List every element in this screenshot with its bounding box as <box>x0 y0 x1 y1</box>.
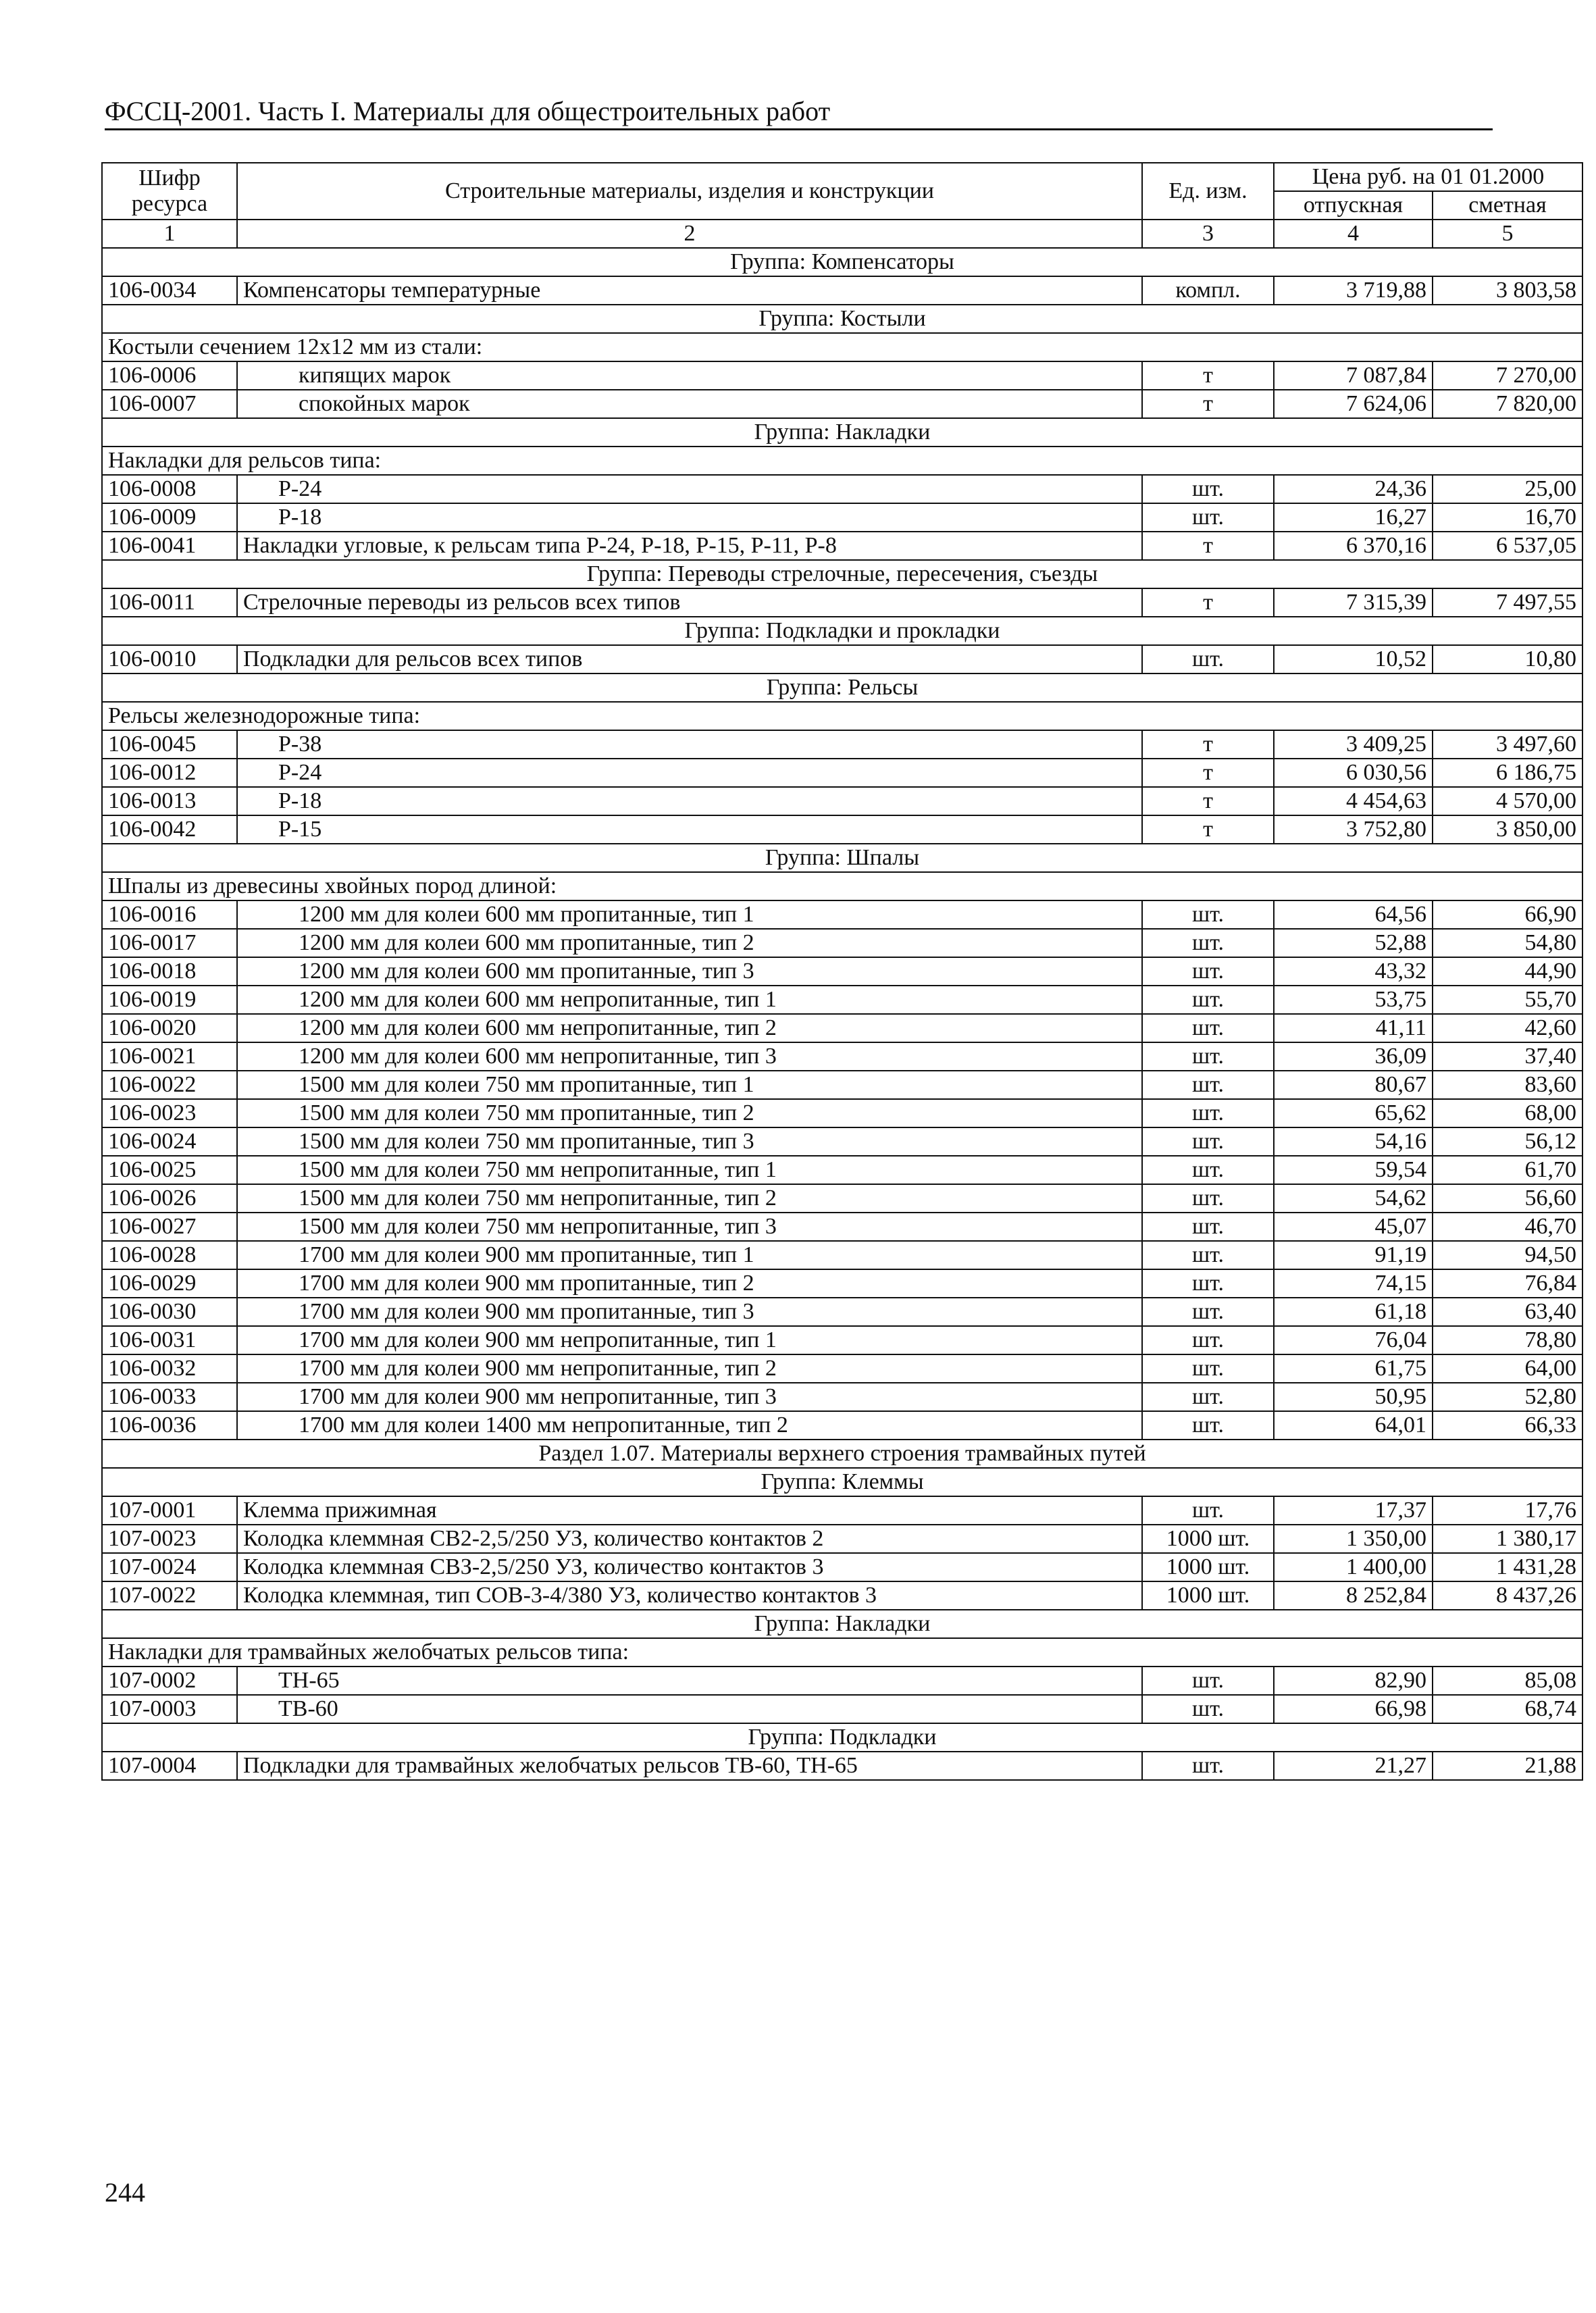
table-row <box>102 730 1582 759</box>
resource-code: 106-0028 <box>102 1241 237 1269</box>
material-name: Р-24 <box>237 475 1142 503</box>
estimate-price: 61,70 <box>1433 1156 1582 1184</box>
unit-of-measure: шт. <box>1142 1184 1274 1213</box>
material-name: 1700 мм для колеи 900 мм непропитанные, тип 1 <box>237 1326 1142 1354</box>
estimate-price: 6 537,05 <box>1433 532 1582 560</box>
unit-of-measure: шт. <box>1142 1269 1274 1298</box>
column-number: 4 <box>1274 220 1433 248</box>
subheading-text: Костыли сечением 12х12 мм из стали: <box>102 333 1582 361</box>
material-name: 1500 мм для колеи 750 мм непропитанные, тип 1 <box>237 1156 1142 1184</box>
estimate-price: 6 186,75 <box>1433 759 1582 787</box>
release-price: 21,27 <box>1274 1752 1433 1780</box>
group-row <box>102 1610 1582 1638</box>
resource-code: 106-0021 <box>102 1042 237 1071</box>
material-name: 1700 мм для колеи 900 мм непропитанные, тип 3 <box>237 1383 1142 1411</box>
resource-code: 106-0012 <box>102 759 237 787</box>
group-row <box>102 1723 1582 1752</box>
table-row <box>102 787 1582 815</box>
resource-code: 106-0009 <box>102 503 237 532</box>
unit-of-measure: т <box>1142 759 1274 787</box>
release-price: 8 252,84 <box>1274 1581 1433 1610</box>
release-price: 7 087,84 <box>1274 361 1433 390</box>
unit-of-measure: шт. <box>1142 1099 1274 1127</box>
estimate-price: 8 437,26 <box>1433 1581 1582 1610</box>
unit-of-measure: т <box>1142 588 1274 617</box>
unit-of-measure: шт. <box>1142 1213 1274 1241</box>
column-number: 1 <box>102 220 237 248</box>
resource-code: 107-0001 <box>102 1496 237 1525</box>
estimate-price: 64,00 <box>1433 1354 1582 1383</box>
release-price: 80,67 <box>1274 1071 1433 1099</box>
estimate-price: 1 431,28 <box>1433 1553 1582 1581</box>
resource-code: 106-0031 <box>102 1326 237 1354</box>
material-name: Колодка клеммная, тип СОВ-3-4/380 УЗ, количество контактов 3 <box>237 1581 1142 1610</box>
release-price: 59,54 <box>1274 1156 1433 1184</box>
release-price: 4 454,63 <box>1274 787 1433 815</box>
resource-code: 106-0018 <box>102 957 237 986</box>
material-name: кипящих марок <box>237 361 1142 390</box>
table-row <box>102 475 1582 503</box>
table-row <box>102 1298 1582 1326</box>
table-row <box>102 1184 1582 1213</box>
group-title: Группа: Костыли <box>102 305 1582 333</box>
estimate-price: 52,80 <box>1433 1383 1582 1411</box>
price-table <box>101 162 1583 1781</box>
estimate-price: 76,84 <box>1433 1269 1582 1298</box>
resource-code: 106-0032 <box>102 1354 237 1383</box>
estimate-price: 78,80 <box>1433 1326 1582 1354</box>
header-unit: Ед. изм. <box>1142 163 1274 220</box>
column-number: 5 <box>1433 220 1582 248</box>
unit-of-measure: шт. <box>1142 1127 1274 1156</box>
resource-code: 107-0023 <box>102 1525 237 1553</box>
unit-of-measure: шт. <box>1142 1326 1274 1354</box>
estimate-price: 66,33 <box>1433 1411 1582 1440</box>
estimate-price: 63,40 <box>1433 1298 1582 1326</box>
table-row <box>102 1213 1582 1241</box>
subheading-text: Рельсы железнодорожные типа: <box>102 702 1582 730</box>
column-number: 3 <box>1142 220 1274 248</box>
unit-of-measure: т <box>1142 730 1274 759</box>
unit-of-measure: т <box>1142 532 1274 560</box>
release-price: 24,36 <box>1274 475 1433 503</box>
material-name: Колодка клеммная СВЗ-2,5/250 УЗ, количество контактов 3 <box>237 1553 1142 1581</box>
estimate-price: 3 850,00 <box>1433 815 1582 844</box>
table-row <box>102 1014 1582 1042</box>
unit-of-measure: шт. <box>1142 900 1274 929</box>
release-price: 61,75 <box>1274 1354 1433 1383</box>
unit-of-measure: т <box>1142 815 1274 844</box>
resource-code: 106-0029 <box>102 1269 237 1298</box>
estimate-price: 83,60 <box>1433 1071 1582 1099</box>
estimate-price: 94,50 <box>1433 1241 1582 1269</box>
unit-of-measure: шт. <box>1142 1354 1274 1383</box>
estimate-price: 68,00 <box>1433 1099 1582 1127</box>
unit-of-measure: шт. <box>1142 929 1274 957</box>
group-row <box>102 418 1582 447</box>
resource-code: 106-0008 <box>102 475 237 503</box>
material-name: 1500 мм для колеи 750 мм непропитанные, тип 2 <box>237 1184 1142 1213</box>
material-name: Клемма прижимная <box>237 1496 1142 1525</box>
estimate-price: 37,40 <box>1433 1042 1582 1071</box>
resource-code: 107-0004 <box>102 1752 237 1780</box>
table-row <box>102 361 1582 390</box>
estimate-price: 44,90 <box>1433 957 1582 986</box>
table-row <box>102 588 1582 617</box>
unit-of-measure: шт. <box>1142 1298 1274 1326</box>
resource-code: 106-0036 <box>102 1411 237 1440</box>
unit-of-measure: т <box>1142 361 1274 390</box>
header-release-price: отпускная <box>1274 191 1433 220</box>
header-estimate-price: сметная <box>1433 191 1582 220</box>
release-price: 1 350,00 <box>1274 1525 1433 1553</box>
table-row <box>102 1752 1582 1780</box>
section-row <box>102 1440 1582 1468</box>
material-name: ТН-65 <box>237 1667 1142 1695</box>
group-title: Группа: Подкладки <box>102 1723 1582 1752</box>
unit-of-measure: шт. <box>1142 1496 1274 1525</box>
material-name: 1500 мм для колеи 750 мм пропитанные, тип 1 <box>237 1071 1142 1099</box>
resource-code: 106-0010 <box>102 645 237 673</box>
table-row <box>102 1581 1582 1610</box>
resource-code: 106-0019 <box>102 986 237 1014</box>
release-price: 82,90 <box>1274 1667 1433 1695</box>
group-title: Группа: Рельсы <box>102 673 1582 702</box>
estimate-price: 7 270,00 <box>1433 361 1582 390</box>
release-price: 43,32 <box>1274 957 1433 986</box>
material-name: 1700 мм для колеи 900 мм пропитанные, тип 3 <box>237 1298 1142 1326</box>
table-row <box>102 759 1582 787</box>
estimate-price: 66,90 <box>1433 900 1582 929</box>
header-code: Шифр ресурса <box>102 163 237 220</box>
estimate-price: 54,80 <box>1433 929 1582 957</box>
release-price: 36,09 <box>1274 1042 1433 1071</box>
table-row <box>102 645 1582 673</box>
estimate-price: 21,88 <box>1433 1752 1582 1780</box>
unit-of-measure: шт. <box>1142 1411 1274 1440</box>
resource-code: 107-0002 <box>102 1667 237 1695</box>
table-row <box>102 1326 1582 1354</box>
release-price: 54,16 <box>1274 1127 1433 1156</box>
table-row <box>102 1383 1582 1411</box>
estimate-price: 3 497,60 <box>1433 730 1582 759</box>
group-title: Группа: Клеммы <box>102 1468 1582 1496</box>
table-row <box>102 1667 1582 1695</box>
material-name: Колодка клеммная СВ2-2,5/250 УЗ, количество контактов 2 <box>237 1525 1142 1553</box>
estimate-price: 46,70 <box>1433 1213 1582 1241</box>
estimate-price: 55,70 <box>1433 986 1582 1014</box>
release-price: 91,19 <box>1274 1241 1433 1269</box>
resource-code: 106-0007 <box>102 390 237 418</box>
table-row <box>102 276 1582 305</box>
estimate-price: 1 380,17 <box>1433 1525 1582 1553</box>
resource-code: 106-0033 <box>102 1383 237 1411</box>
material-name: 1700 мм для колеи 900 мм непропитанные, тип 2 <box>237 1354 1142 1383</box>
column-numbers-row <box>102 220 1582 248</box>
table-row <box>102 1411 1582 1440</box>
release-price: 76,04 <box>1274 1326 1433 1354</box>
subheading-row <box>102 1638 1582 1667</box>
unit-of-measure: шт. <box>1142 503 1274 532</box>
unit-of-measure: шт. <box>1142 1667 1274 1695</box>
subheading-row <box>102 333 1582 361</box>
column-number: 2 <box>237 220 1142 248</box>
table-row <box>102 900 1582 929</box>
unit-of-measure: шт. <box>1142 1695 1274 1723</box>
estimate-price: 3 803,58 <box>1433 276 1582 305</box>
release-price: 3 752,80 <box>1274 815 1433 844</box>
estimate-price: 42,60 <box>1433 1014 1582 1042</box>
table-row <box>102 390 1582 418</box>
header-materials: Строительные материалы, изделия и конструкции <box>237 163 1142 220</box>
group-row <box>102 305 1582 333</box>
resource-code: 106-0030 <box>102 1298 237 1326</box>
group-title: Группа: Подкладки и прокладки <box>102 617 1582 645</box>
release-price: 64,01 <box>1274 1411 1433 1440</box>
material-name: Р-38 <box>237 730 1142 759</box>
unit-of-measure: шт. <box>1142 1042 1274 1071</box>
resource-code: 106-0034 <box>102 276 237 305</box>
unit-of-measure: 1000 шт. <box>1142 1553 1274 1581</box>
release-price: 74,15 <box>1274 1269 1433 1298</box>
unit-of-measure: 1000 шт. <box>1142 1525 1274 1553</box>
resource-code: 106-0011 <box>102 588 237 617</box>
material-name: Р-24 <box>237 759 1142 787</box>
table-row <box>102 503 1582 532</box>
group-row <box>102 844 1582 872</box>
resource-code: 106-0013 <box>102 787 237 815</box>
group-row <box>102 673 1582 702</box>
material-name: 1700 мм для колеи 900 мм пропитанные, тип 1 <box>237 1241 1142 1269</box>
release-price: 16,27 <box>1274 503 1433 532</box>
unit-of-measure: шт. <box>1142 1752 1274 1780</box>
release-price: 61,18 <box>1274 1298 1433 1326</box>
resource-code: 106-0041 <box>102 532 237 560</box>
table-row <box>102 1496 1582 1525</box>
page-number: 244 <box>105 2177 145 2208</box>
table-row <box>102 1695 1582 1723</box>
material-name: Стрелочные переводы из рельсов всех типов <box>237 588 1142 617</box>
release-price: 54,62 <box>1274 1184 1433 1213</box>
resource-code: 106-0016 <box>102 900 237 929</box>
material-name: 1200 мм для колеи 600 мм пропитанные, тип 3 <box>237 957 1142 986</box>
unit-of-measure: шт. <box>1142 1241 1274 1269</box>
subheading-text: Накладки для трамвайных желобчатых рельсов типа: <box>102 1638 1582 1667</box>
group-row <box>102 248 1582 276</box>
group-title: Группа: Компенсаторы <box>102 248 1582 276</box>
subheading-text: Накладки для рельсов типа: <box>102 447 1582 475</box>
table-row <box>102 1525 1582 1553</box>
resource-code: 106-0024 <box>102 1127 237 1156</box>
unit-of-measure: шт. <box>1142 957 1274 986</box>
release-price: 7 315,39 <box>1274 588 1433 617</box>
material-name: 1200 мм для колеи 600 мм пропитанные, тип 2 <box>237 929 1142 957</box>
unit-of-measure: шт. <box>1142 645 1274 673</box>
material-name: Подкладки для трамвайных желобчатых рельсов ТВ-60, ТН-65 <box>237 1752 1142 1780</box>
release-price: 3 719,88 <box>1274 276 1433 305</box>
subheading-row <box>102 447 1582 475</box>
estimate-price: 56,12 <box>1433 1127 1582 1156</box>
resource-code: 106-0025 <box>102 1156 237 1184</box>
release-price: 7 624,06 <box>1274 390 1433 418</box>
unit-of-measure: т <box>1142 787 1274 815</box>
release-price: 65,62 <box>1274 1099 1433 1127</box>
release-price: 53,75 <box>1274 986 1433 1014</box>
estimate-price: 16,70 <box>1433 503 1582 532</box>
resource-code: 106-0042 <box>102 815 237 844</box>
subheading-row <box>102 702 1582 730</box>
group-title: Группа: Накладки <box>102 418 1582 447</box>
group-row <box>102 1468 1582 1496</box>
material-name: Р-18 <box>237 787 1142 815</box>
material-name: Р-18 <box>237 503 1142 532</box>
material-name: 1700 мм для колеи 900 мм пропитанные, тип 2 <box>237 1269 1142 1298</box>
estimate-price: 17,76 <box>1433 1496 1582 1525</box>
unit-of-measure: шт. <box>1142 1383 1274 1411</box>
resource-code: 107-0024 <box>102 1553 237 1581</box>
subheading-row <box>102 872 1582 900</box>
release-price: 10,52 <box>1274 645 1433 673</box>
header-price: Цена руб. на 01 01.2000 <box>1274 163 1582 191</box>
release-price: 41,11 <box>1274 1014 1433 1042</box>
table-row <box>102 815 1582 844</box>
material-name: 1200 мм для колеи 600 мм непропитанные, тип 1 <box>237 986 1142 1014</box>
table-row <box>102 986 1582 1014</box>
material-name: ТВ-60 <box>237 1695 1142 1723</box>
table-row <box>102 1553 1582 1581</box>
resource-code: 106-0022 <box>102 1071 237 1099</box>
material-name: Накладки угловые, к рельсам типа Р-24, Р-18, Р-15, Р-11, Р-8 <box>237 532 1142 560</box>
unit-of-measure: компл. <box>1142 276 1274 305</box>
release-price: 3 409,25 <box>1274 730 1433 759</box>
table-row <box>102 532 1582 560</box>
table-row <box>102 1042 1582 1071</box>
material-name: Р-15 <box>237 815 1142 844</box>
material-name: 1200 мм для колеи 600 мм непропитанные, тип 2 <box>237 1014 1142 1042</box>
material-name: 1500 мм для колеи 750 мм пропитанные, тип 2 <box>237 1099 1142 1127</box>
resource-code: 106-0017 <box>102 929 237 957</box>
unit-of-measure: шт. <box>1142 475 1274 503</box>
release-price: 66,98 <box>1274 1695 1433 1723</box>
resource-code: 107-0003 <box>102 1695 237 1723</box>
table-row <box>102 1354 1582 1383</box>
estimate-price: 25,00 <box>1433 475 1582 503</box>
group-title: Группа: Накладки <box>102 1610 1582 1638</box>
resource-code: 106-0006 <box>102 361 237 390</box>
estimate-price: 68,74 <box>1433 1695 1582 1723</box>
group-title: Группа: Переводы стрелочные, пересечения, съезды <box>102 560 1582 588</box>
release-price: 64,56 <box>1274 900 1433 929</box>
unit-of-measure: шт. <box>1142 1014 1274 1042</box>
release-price: 6 030,56 <box>1274 759 1433 787</box>
material-name: 1500 мм для колеи 750 мм непропитанные, тип 3 <box>237 1213 1142 1241</box>
resource-code: 107-0022 <box>102 1581 237 1610</box>
unit-of-measure: шт. <box>1142 1071 1274 1099</box>
estimate-price: 85,08 <box>1433 1667 1582 1695</box>
material-name: Компенсаторы температурные <box>237 276 1142 305</box>
estimate-price: 7 820,00 <box>1433 390 1582 418</box>
release-price: 1 400,00 <box>1274 1553 1433 1581</box>
table-row <box>102 957 1582 986</box>
resource-code: 106-0026 <box>102 1184 237 1213</box>
estimate-price: 4 570,00 <box>1433 787 1582 815</box>
unit-of-measure: т <box>1142 390 1274 418</box>
material-name: 1200 мм для колеи 600 мм непропитанные, тип 3 <box>237 1042 1142 1071</box>
resource-code: 106-0027 <box>102 1213 237 1241</box>
release-price: 50,95 <box>1274 1383 1433 1411</box>
resource-code: 106-0020 <box>102 1014 237 1042</box>
unit-of-measure: 1000 шт. <box>1142 1581 1274 1610</box>
page-header: ФССЦ-2001. Часть I. Материалы для общестроительных работ <box>105 95 1493 130</box>
table-row <box>102 1269 1582 1298</box>
resource-code: 106-0023 <box>102 1099 237 1127</box>
section-title: Раздел 1.07. Материалы верхнего строения трамвайных путей <box>102 1440 1582 1468</box>
material-name: спокойных марок <box>237 390 1142 418</box>
unit-of-measure: шт. <box>1142 986 1274 1014</box>
estimate-price: 7 497,55 <box>1433 588 1582 617</box>
table-header-row <box>102 163 1582 191</box>
material-name: 1700 мм для колеи 1400 мм непропитанные, тип 2 <box>237 1411 1142 1440</box>
table-row <box>102 1099 1582 1127</box>
estimate-price: 56,60 <box>1433 1184 1582 1213</box>
release-price: 52,88 <box>1274 929 1433 957</box>
release-price: 6 370,16 <box>1274 532 1433 560</box>
table-row <box>102 1241 1582 1269</box>
resource-code: 106-0045 <box>102 730 237 759</box>
table-row <box>102 929 1582 957</box>
estimate-price: 10,80 <box>1433 645 1582 673</box>
release-price: 17,37 <box>1274 1496 1433 1525</box>
table-row <box>102 1071 1582 1099</box>
group-row <box>102 560 1582 588</box>
group-title: Группа: Шпалы <box>102 844 1582 872</box>
material-name: 1500 мм для колеи 750 мм пропитанные, тип 3 <box>237 1127 1142 1156</box>
table-row <box>102 1156 1582 1184</box>
unit-of-measure: шт. <box>1142 1156 1274 1184</box>
table-row <box>102 1127 1582 1156</box>
material-name: Подкладки для рельсов всех типов <box>237 645 1142 673</box>
table-body <box>102 248 1582 1780</box>
material-name: 1200 мм для колеи 600 мм пропитанные, тип 1 <box>237 900 1142 929</box>
release-price: 45,07 <box>1274 1213 1433 1241</box>
subheading-text: Шпалы из древесины хвойных пород длиной: <box>102 872 1582 900</box>
group-row <box>102 617 1582 645</box>
